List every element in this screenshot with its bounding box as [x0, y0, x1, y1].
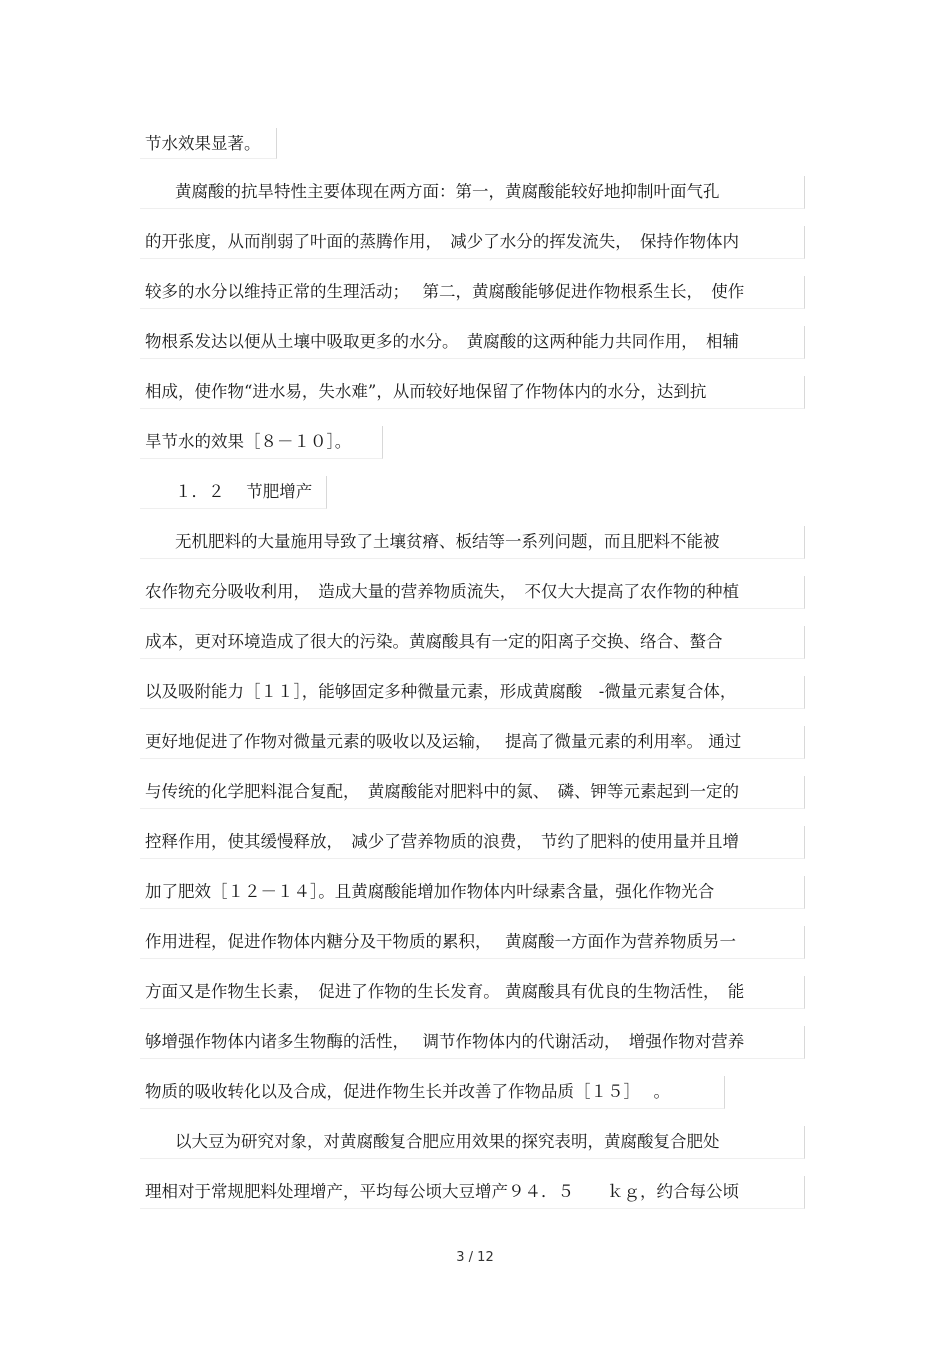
- text-line: [145, 576, 739, 608]
- text-line: [145, 776, 739, 808]
- text-line-content: 成本，更对环境造成了很大的污染。黄腐酸具有一定的阳离子交换、络合、螯合: [145, 632, 723, 651]
- text-line-content: 相成，使作物“进水易，失水难”，从而较好地保留了作物体内的水分，达到抗: [145, 382, 707, 401]
- text-line-content: 更好地促进了作物对微量元素的吸收以及运输， 提高了微量元素的利用率。 通过: [145, 732, 742, 751]
- text-line: [145, 1176, 739, 1208]
- text-line-content: 无机肥料的大量施用导致了土壤贫瘠、板结等一系列问题，而且肥料不能被: [175, 532, 720, 551]
- text-line-content: 控释作用，使其缓慢释放， 减少了营养物质的浪费， 节约了肥料的使用量并且增: [145, 832, 739, 851]
- page-number: 3 / 12: [456, 1250, 494, 1265]
- text-line: [145, 876, 714, 908]
- text-line: [145, 426, 351, 458]
- text-line: [145, 626, 723, 658]
- text-line: [145, 226, 739, 258]
- text-line-content: 物根系发达以便从土壤中吸取更多的水分。 黄腐酸的这两种能力共同作用， 相辅: [145, 332, 739, 351]
- text-line: [175, 1126, 720, 1158]
- text-line-content: 黄腐酸的抗旱特性主要体现在两方面：第一，黄腐酸能较好地抑制叶面气孔: [175, 182, 720, 201]
- text-line: [145, 376, 706, 408]
- text-line-content: 与传统的化学肥料混合复配， 黄腐酸能对肥料中的氮、 磷、钾等元素起到一定的: [145, 782, 739, 801]
- text-line-content: 作用进程，促进作物体内糖分及干物质的累积， 黄腐酸一方面作为营养物质另一: [145, 932, 736, 951]
- text-line-content: 物质的吸收转化以及合成，促进作物生长并改善了作物品质［１５］ 。: [145, 1082, 670, 1101]
- text-line: [145, 726, 741, 758]
- text-line: [145, 276, 744, 308]
- text-line: [145, 1026, 744, 1058]
- text-line-content: 以大豆为研究对象，对黄腐酸复合肥应用效果的探究表明，黄腐酸复合肥处: [175, 1132, 720, 1151]
- text-line: [145, 926, 736, 958]
- text-line-content: 方面又是作物生长素， 促进了作物的生长发育。 黄腐酸具有优良的生物活性， 能: [145, 982, 745, 1001]
- text-line: [175, 526, 720, 558]
- text-line: [145, 128, 261, 160]
- text-line: [145, 1076, 670, 1108]
- section-heading-text: １．２ 节肥增产: [175, 482, 313, 501]
- text-line: [175, 176, 720, 208]
- section-heading: [175, 476, 312, 508]
- text-line-content: 理相对于常规肥料处理增产，平均每公顷大豆增产９４．５ ｋｇ，约合每公顷: [145, 1182, 739, 1201]
- text-line-content: 农作物充分吸收利用， 造成大量的营养物质流失， 不仅大大提高了农作物的种植: [145, 582, 739, 601]
- text-line: [145, 976, 744, 1008]
- text-line-content: 加了肥效［１２－１４］。且黄腐酸能增加作物体内叶绿素含量，强化作物光合: [145, 882, 715, 901]
- text-line-content: 旱节水的效果［８－１０］。: [145, 432, 352, 451]
- text-line-content: 够增强作物体内诸多生物酶的活性， 调节作物体内的代谢活动， 增强作物对营养: [145, 1032, 745, 1051]
- text-line-content: 的开张度，从而削弱了叶面的蒸腾作用， 减少了水分的挥发流失， 保持作物体内: [145, 232, 739, 251]
- text-line-content: 较多的水分以维持正常的生理活动； 第二，黄腐酸能够促进作物根系生长， 使作: [145, 282, 745, 301]
- text-line: [145, 326, 739, 358]
- text-line: [145, 826, 739, 858]
- text-line-content: 节水效果显著。: [145, 134, 261, 153]
- text-line: [145, 676, 736, 708]
- text-line-content: 以及吸附能力［１１］，能够固定多种微量元素，形成黄腐酸 -微量元素复合体，: [145, 682, 737, 701]
